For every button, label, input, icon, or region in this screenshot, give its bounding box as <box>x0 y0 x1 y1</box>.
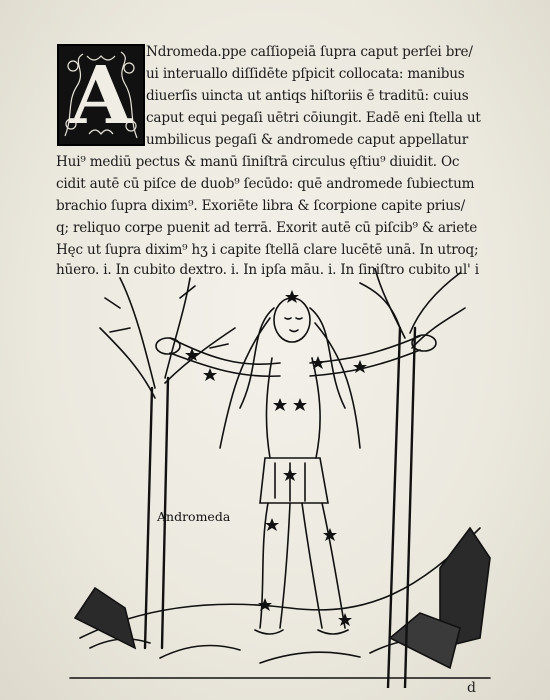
figure-body <box>260 358 328 503</box>
text-line-6: Hui⁹ mediū pectus & manū ſiniſtrā circulus ęſtiu⁹ diuidit. Oc <box>56 154 460 170</box>
text-line-4: caput equi pegaſi uētri cōiungit. Eadē eni ſtella ut <box>146 110 481 126</box>
figure-label: Andromeda <box>157 509 231 524</box>
text-line-8: brachio ſupra dixim⁹. Exoriēte libra & ſcorpione capite prius/ <box>56 198 465 214</box>
ground <box>70 528 490 678</box>
decorated-initial <box>57 44 145 146</box>
left-tree <box>100 278 235 648</box>
andromeda-woodcut <box>60 268 500 688</box>
text-line-9: q; reliquo corpe puenit ad terrā. Exorit autē cū piſcib⁹ & ariete <box>56 220 478 236</box>
text-line-2: ui interuallo diſſidēte pſpicit collocata: manibus <box>146 66 465 82</box>
text-line-1: Ndromeda.ppe caſſiopeiā ſupra caput perſei bre/ <box>146 44 473 60</box>
text-line-10: Hęc ut ſupra dixim⁹ hʒ i capite ſtellā clare lucētē unā. In utroq; <box>56 242 479 258</box>
text-line-3: diuerſis uincta ut antiqs hiſtoriis ē traditū: cuius <box>146 88 469 104</box>
initial-letter: A <box>69 48 133 142</box>
signature-mark: d <box>467 680 476 696</box>
text-line-5: umbilicus pegaſi & andromede caput appellatur <box>146 132 469 148</box>
figure-legs <box>255 503 348 634</box>
text-line-11: hūero. i. In cubito dextro. i. In ipſa māu. i. In ſiniſtro cubito ul' i <box>56 262 479 278</box>
text-line-7: cidit autē cū piſce de duob⁹ ſecūdo: quē andromede ſubiectum <box>56 176 475 192</box>
